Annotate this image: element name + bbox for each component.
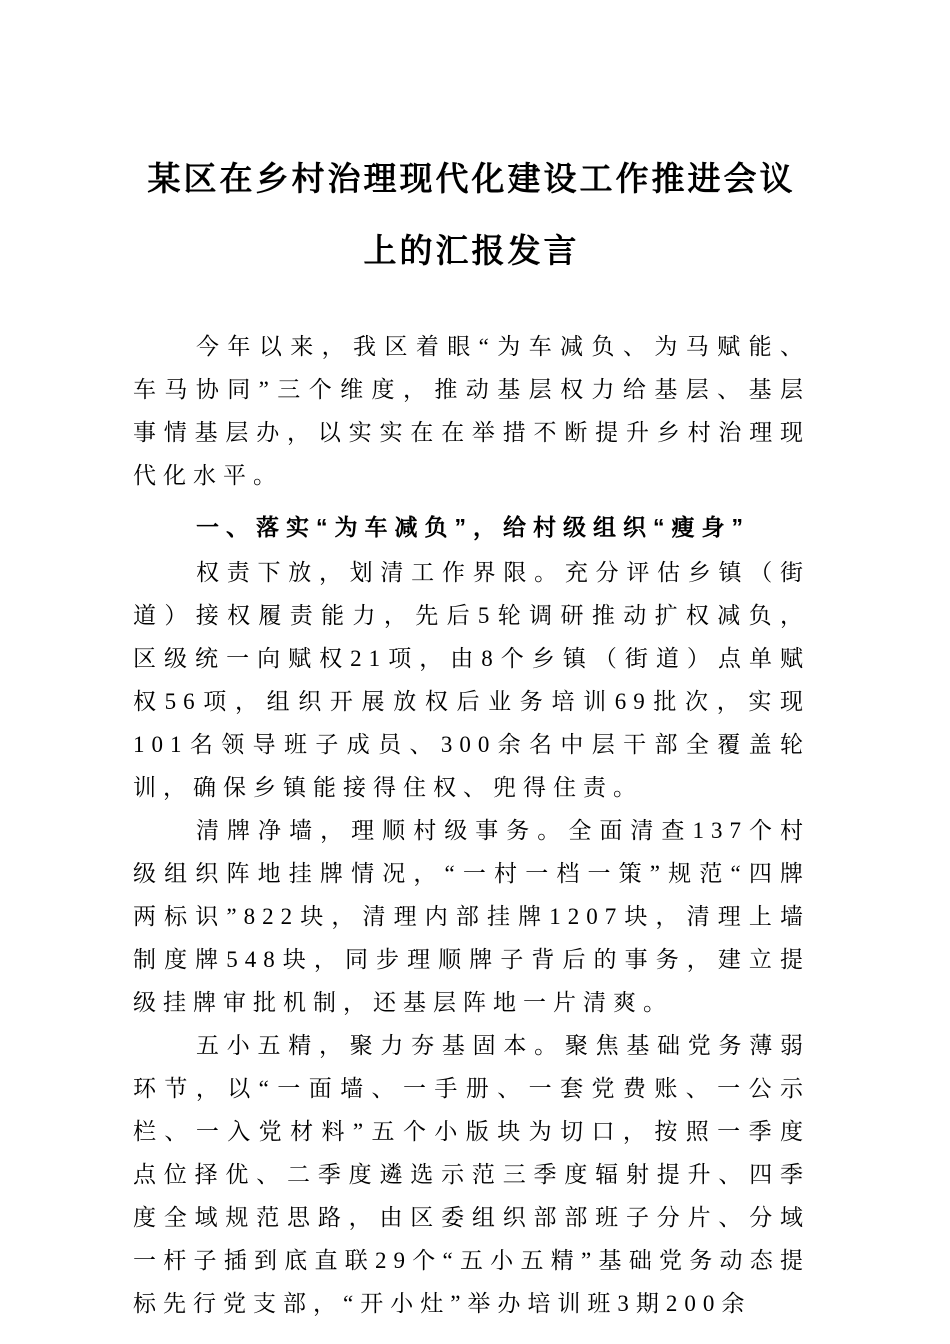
intro-paragraph: 今年以来，我区着眼“为车减负、为马赋能、车马协同”三个维度，推动基层权力给基层、基层事情基层办，以实实在在举措不断提升乡村治理现代化水平。 xyxy=(133,334,810,488)
document-title-line-1: 某区在乡村治理现代化建设工作推进会议 xyxy=(147,162,796,198)
document-title-line-2: 上的汇报发言 xyxy=(363,234,580,270)
paragraph-sign-cleanup: 清牌净墙，理顺村级事务。全面清查137个村级组织阵地挂牌情况，“一村一档一策”规范“四牌两标识”822块，清理内部挂牌1207块，清理上墙制度牌548块，同步理顺牌子背后的事务，建立提级挂牌审批机制，还基层阵地一片清爽。 xyxy=(133,818,810,1015)
paragraph-five-small-five-fine: 五小五精，聚力夯基固本。聚焦基础党务薄弱环节，以“一面墙、一手册、一套党费账、一公示栏、一入党材料”五个小版块为切口，按照一季度点位择优、二季度遴选示范三季度辐射提升、四季度全域规范思路，由区委组织部部班子分片、分域一杆子插到底直联29个“五小五精”基础党务动态提标先行党支部，“开小灶”举办培训班3期200余 xyxy=(133,1033,810,1316)
section-1-heading: 一、落实“为车减负”，给村级组织“瘦身” xyxy=(196,514,750,540)
document-title xyxy=(133,144,810,288)
document-content xyxy=(133,0,810,1325)
paragraph-power-devolution: 权责下放，划清工作界限。充分评估乡镇（街道）接权履责能力，先后5轮调研推动扩权减负，区级统一向赋权21项，由8个乡镇（街道）点单赋权56项，组织开展放权后业务培训69批次，实现101名领导班子成员、300余名中层干部全覆盖轮训，确保乡镇能接得住权、兜得住责。 xyxy=(133,560,810,800)
